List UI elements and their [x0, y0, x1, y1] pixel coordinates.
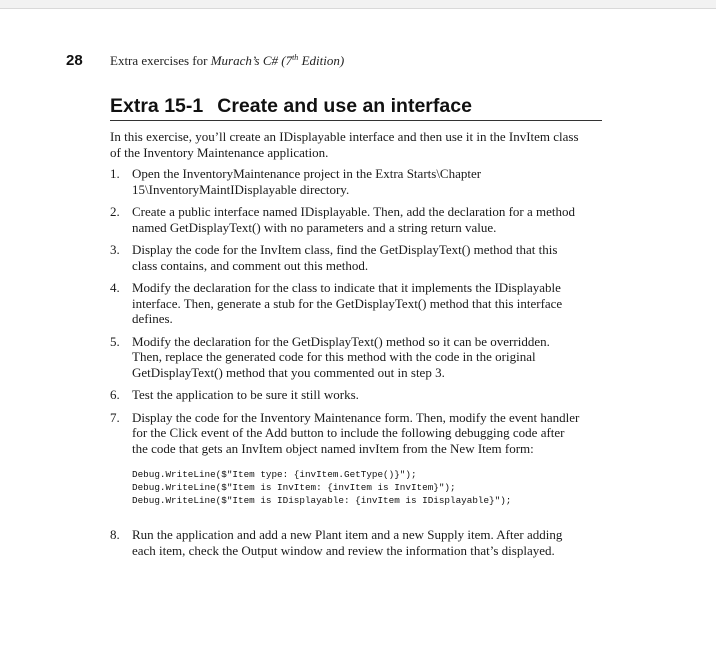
step-text: Display the code for the InvItem class, find the GetDisplayText() method that this class contains, and comment out this method. — [132, 242, 558, 273]
step-number: 5. — [110, 333, 120, 349]
exercise-intro: In this exercise, you’ll create an IDisplayable interface and then use it in the InvItem class of the Inventory Maintenance application. — [110, 129, 579, 160]
step-number: 7. — [110, 409, 120, 425]
step-item — [110, 280, 580, 327]
step-item — [110, 242, 580, 273]
step-item — [110, 387, 580, 403]
step-text: Modify the declaration for the GetDisplayText() method so it can be overridden. Then, replace the generated code for this method with the code in the original GetDisplayText() method that you commented out in step 3. — [132, 333, 550, 380]
steps-list — [110, 166, 580, 565]
top-border — [0, 0, 716, 9]
step-item — [110, 166, 580, 197]
running-head-prefix: Extra exercises for — [110, 53, 211, 68]
step-text: Test the application to be sure it still works. — [132, 387, 359, 402]
running-head — [110, 53, 344, 69]
running-head-book-title: Murach’s C# (7 — [210, 53, 293, 68]
step-item — [110, 410, 580, 508]
code-line: Debug.WriteLine($"Item type: {invItem.GetType()}"); — [132, 469, 417, 480]
running-head-edition: Edition) — [298, 53, 345, 68]
step-number: 8. — [110, 527, 120, 542]
step-text: Create a public interface named IDisplayable. Then, add the declaration for a method named GetDisplayText() with no parameters and a string return value. — [132, 204, 576, 235]
page-number: 28 — [66, 52, 83, 69]
code-block — [132, 468, 580, 507]
step-text: Modify the declaration for the class to indicate that it implements the IDisplayable interface. Then, generate a stub for the GetDisplayText() method that this interface defines. — [132, 280, 563, 326]
running-head-superscript: th — [292, 53, 299, 62]
step-number: 2. — [110, 204, 120, 219]
step-item — [110, 204, 580, 235]
step-number: 6. — [110, 387, 120, 402]
step-text: Display the code for the Inventory Maintenance form. Then, modify the event handler for the Click event of the Add button to include the following debugging code after the code that gets an InvItem object named invItem from the New Item form: — [132, 409, 580, 456]
step-item — [110, 334, 580, 381]
step-text: Run the application and add a new Plant item and a new Supply item. After adding each item, check the Output window and review the information that’s displayed. — [132, 527, 563, 558]
code-line: Debug.WriteLine($"Item is IDisplayable: {invItem is IDisplayable}"); — [132, 495, 512, 506]
exercise-title: Create and use an interface — [217, 95, 472, 117]
step-number: 1. — [110, 166, 120, 181]
code-line: Debug.WriteLine($"Item is InvItem: {invItem is InvItem}"); — [132, 482, 456, 493]
step-number: 3. — [110, 242, 120, 257]
step-text: Open the InventoryMaintenance project in the Extra Starts\Chapter 15\InventoryMaintIDisplayable directory. — [132, 166, 482, 197]
step-item — [110, 527, 580, 558]
exercise-heading — [110, 95, 602, 121]
exercise-label: Extra 15-1 — [110, 95, 204, 117]
step-number: 4. — [110, 280, 120, 295]
